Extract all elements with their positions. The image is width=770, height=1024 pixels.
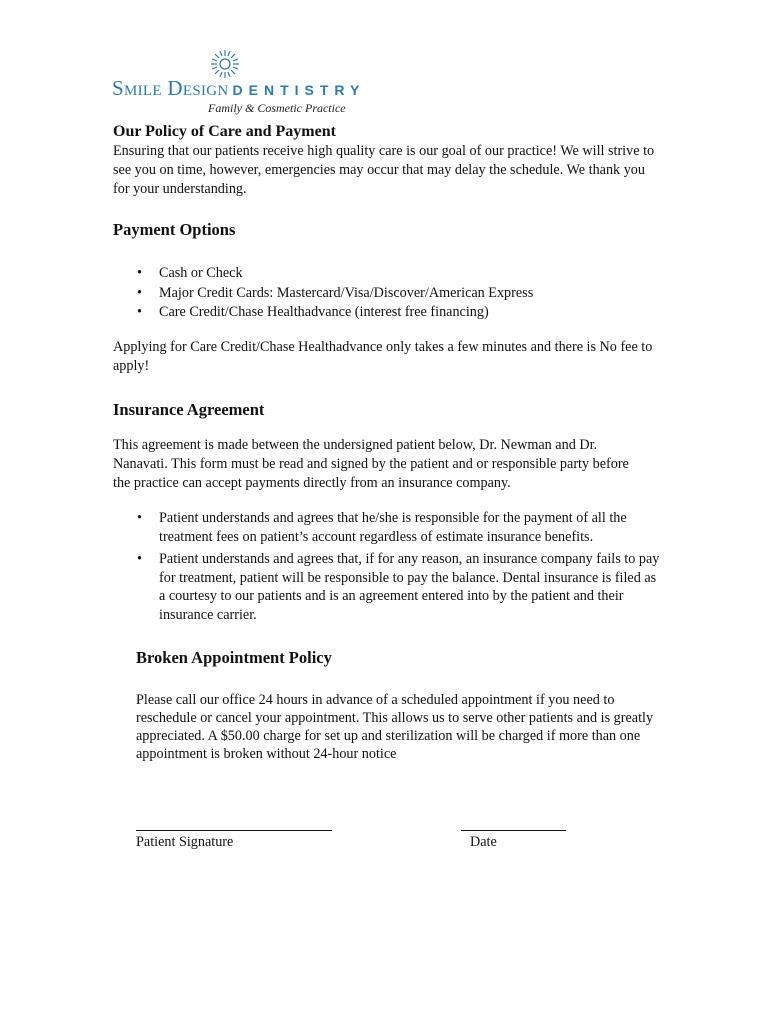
payment-list — [135, 264, 675, 323]
logo-tagline: Family & Cosmetic Practice — [208, 101, 346, 115]
list-item: • Cash or Check — [135, 264, 675, 284]
bullet-icon: • — [137, 265, 142, 281]
patient-signature-label: Patient Signature — [136, 834, 234, 850]
logo-wordmark — [112, 78, 365, 99]
list-item: • Patient understands and agrees that, if for any reason, an insurance company fails to pay for treatment, patient will be responsible to pay the balance. Dental insurance is filed as a courtesy to our patients and is an agreement entered into by the patient and their insurance carrier. — [137, 551, 660, 623]
date-label: Date — [470, 834, 497, 850]
list-item: • Patient understands and agrees that he/she is responsible for the payment of all the treatment fees on patient’s account regardless of estimate insurance benefits. — [137, 510, 627, 545]
policy-title: Our Policy of Care and Payment — [113, 123, 336, 140]
policy-text: Ensuring that our patients receive high quality care is our goal of our practice! We will strive to see you on time, however, emergencies may occur that may delay the schedule. We thank you for your understanding. — [113, 143, 655, 197]
insurance-text: This agreement is made between the undersigned patient below, Dr. Newman and Dr. Nanavati. This form must be read and signed by the patient and or responsible party before the practice can accept payments directly from an insurance company. — [113, 437, 629, 491]
bullet-icon: • — [137, 551, 142, 567]
logo-dentistry: DENTISTRY — [232, 82, 366, 98]
payment-title: Payment Options — [113, 220, 236, 239]
broken-text: Please call our office 24 hours in advance of a scheduled appointment if you need to reschedule or cancel your appointment. This allows us to serve other patients and is greatly appreciated. A $50.00 charge for set up and sterilization will be charged if more than one appointment is broken without 24-hour notice — [136, 692, 654, 762]
logo-brand: Smile Design — [112, 76, 229, 100]
date-line[interactable] — [461, 830, 566, 831]
list-item: • Major Credit Cards: Mastercard/Visa/Discover/American Express — [135, 284, 675, 304]
bullet-icon: • — [137, 510, 142, 526]
bullet-icon: • — [137, 284, 142, 301]
payment-note: Applying for Care Credit/Chase Healthadvance only takes a few minutes and there is No fee to apply! — [113, 339, 653, 374]
bullet-icon: • — [137, 304, 142, 320]
broken-title: Broken Appointment Policy — [136, 648, 332, 667]
list-item: • Care Credit/Chase Healthadvance (interest free financing) — [135, 303, 675, 323]
patient-signature-line[interactable] — [136, 830, 332, 831]
practice-logo — [112, 48, 397, 118]
insurance-title: Insurance Agreement — [113, 400, 265, 419]
insurance-list — [135, 509, 660, 628]
